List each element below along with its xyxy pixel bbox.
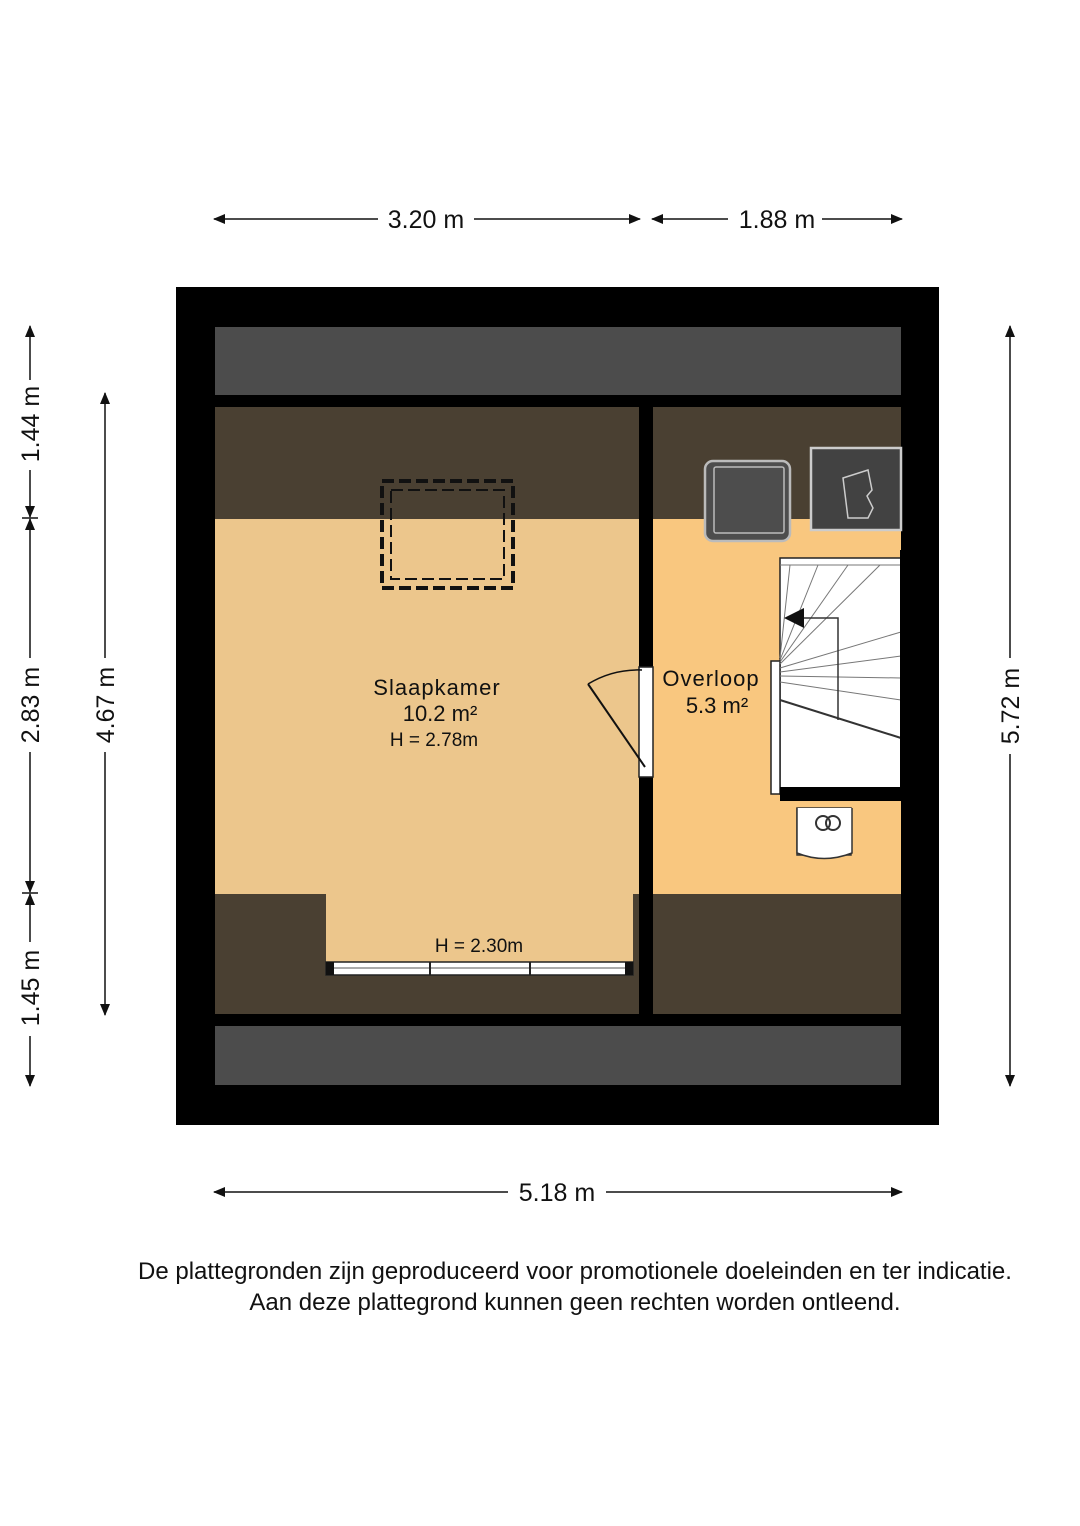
- dim-left-bottom: 1.45 m: [17, 949, 45, 1027]
- disclaimer-line-2: Aan deze plattegrond kunnen geen rechten worden ontleend.: [249, 1289, 901, 1316]
- dim-left-middle: 2.83 m: [17, 666, 45, 744]
- eave-top: [215, 327, 901, 395]
- slaapkamer-area: 10.2 m²: [402, 701, 478, 726]
- wall-above-eave-bottom: [215, 1014, 901, 1026]
- window-post-left: [326, 962, 334, 975]
- eave-bottom: [215, 1026, 901, 1085]
- low-ceiling-top: [215, 407, 901, 519]
- low-ceiling-bottom-right: [653, 894, 901, 1014]
- dim-left-top: 1.44 m: [17, 385, 45, 463]
- stair-rail: [771, 661, 780, 794]
- window-height: H = 2.30m: [434, 936, 524, 957]
- dim-bottom: 5.18 m: [518, 1179, 596, 1207]
- wall-under-eave-top: [215, 395, 901, 407]
- window-post-right: [625, 962, 633, 975]
- overloop-name: Overloop: [662, 666, 760, 691]
- low-ceiling-bottom-mid: [633, 894, 639, 975]
- appliance-box: [705, 461, 790, 541]
- partition-wall-upper: [639, 407, 653, 667]
- dim-right: 5.72 m: [997, 667, 1025, 745]
- overloop-area: 5.3 m²: [685, 693, 749, 718]
- slaapkamer-name: Slaapkamer: [373, 675, 501, 700]
- low-ceiling-bottom-left: [215, 894, 326, 1014]
- partition-wall-lower: [639, 777, 653, 1014]
- disclaimer-line-1: De plattegronden zijn geproduceerd voor promotionele doeleinden en ter indicatie.: [138, 1258, 1012, 1285]
- dim-top-left: 3.20 m: [387, 206, 465, 234]
- slaapkamer-height: H = 2.78m: [389, 730, 479, 751]
- dim-left-inner: 4.67 m: [92, 666, 120, 744]
- dim-top-right: 1.88 m: [738, 206, 816, 234]
- low-ceiling-bottom-left-2: [326, 975, 639, 1014]
